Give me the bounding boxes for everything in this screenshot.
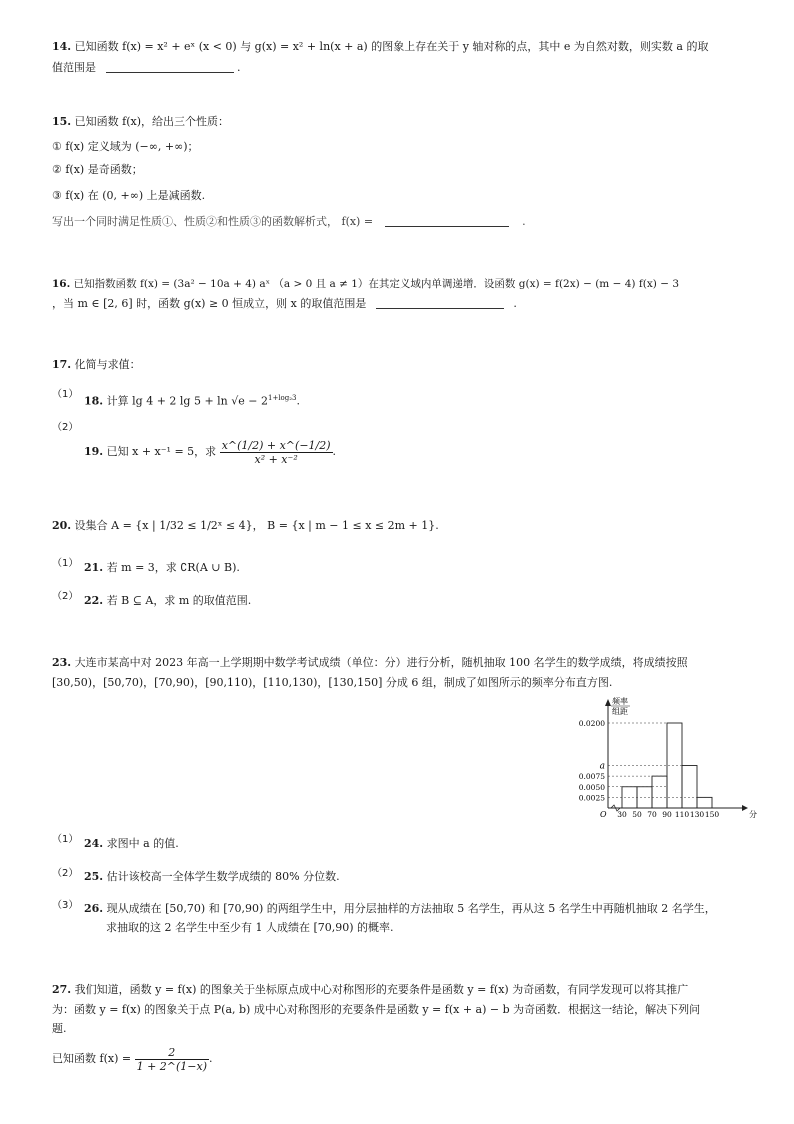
q27-line1: [52, 983, 688, 997]
q19-fraction: [220, 439, 333, 466]
y-tick-label: a: [599, 761, 605, 772]
q17-sub1-tag: （1）: [52, 389, 79, 400]
q18-text: 计算 lg 4 + 2 lg 5 + ln √e − 2: [106, 394, 268, 408]
y-axis-label-bottom: 组距: [612, 707, 628, 716]
q27-number: 27.: [52, 983, 72, 996]
q14-answer-blank[interactable]: [106, 61, 234, 73]
q22-text: 若 B ⊆ A，求 m 的取值范围.: [106, 594, 252, 607]
q23-sub3-tag: （3）: [52, 900, 79, 911]
x-tick-label: 90: [662, 810, 672, 819]
q21-number: 21.: [84, 561, 104, 574]
q23-sub2: [84, 870, 340, 884]
q19-fraction-numerator: x^(1/2) + x^(−1/2): [221, 438, 331, 452]
q20-text: 设集合 A = {x | 1/32 ≤ 1/2ˣ ≤ 4}， B = {x | m − 1 ≤ x ≤ 2m + 1}.: [74, 519, 439, 532]
q17-sub1: [84, 391, 300, 409]
q26-text: 现从成绩在 [50,70) 和 [70,90) 的两组学生中，用分层抽样的方法抽取 5 名学生，再从这 5 名学生中再随机抽取 2 名学生，: [106, 902, 716, 915]
q23-sub1: [84, 837, 179, 851]
x-tick-label: 110: [674, 810, 690, 819]
q14-text: 已知函数 f(x) = x² + eˣ (x < 0) 与 g(x) = x² + ln(x + a) 的图象上存在关于 y 轴对称的点，其中 e 为自然对数，则实数 a 的取: [74, 40, 709, 53]
histogram-bar-[70,90): [652, 776, 667, 808]
q14-number: 14.: [52, 40, 72, 53]
origin-label: O: [600, 810, 607, 819]
q18-number: 18.: [84, 394, 104, 408]
q16-text: 已知指数函数 f(x) = (3a² − 10a + 4) aˣ （a > 0 且 a ≠ 1）在其定义域内单调递增．设函数 g(x) = f(2x) − (m − 4) f(x) − 3: [73, 278, 680, 290]
q27-line3: 题.: [52, 1022, 67, 1035]
q23-number: 23.: [52, 656, 72, 669]
q15-end: .: [522, 215, 526, 228]
q23-sub1-tag: （1）: [52, 834, 79, 845]
q20-sub2-tag: （2）: [52, 591, 79, 602]
q19-text: 已知 x + x⁻¹ = 5，求: [106, 445, 217, 458]
q23-line1: [52, 656, 688, 670]
q14-text2: 值范围是: [52, 61, 96, 74]
q15-ask: [52, 215, 526, 229]
q27-end: .: [209, 1052, 213, 1065]
q17-intro-text: 化简与求值：: [74, 358, 141, 371]
q17-intro: [52, 358, 141, 372]
q27-line2: 为：函数 y = f(x) 的图象关于点 P(a, b) 成中心对称图形的充要条件是函数 y = f(x + a) − b 为奇函数．根据这一结论，解决下列问: [52, 1003, 701, 1016]
q15-answer-blank[interactable]: [385, 215, 509, 227]
q16-line1: [52, 277, 679, 291]
q19-end: .: [332, 445, 337, 458]
y-tick-label: 0.0075: [578, 772, 605, 782]
y-axis-arrow: [605, 699, 611, 706]
q25-text: 估计该校高一全体学生数学成绩的 80% 分位数.: [106, 870, 340, 883]
q24-text: 求图中 a 的值.: [106, 837, 179, 850]
q27-fraction-denominator: 1 + 2^(1−x): [136, 1059, 208, 1073]
q16-answer-blank[interactable]: [376, 297, 504, 309]
q14-line2: [52, 61, 241, 75]
x-tick-label: 50: [632, 810, 642, 819]
q16-end: .: [513, 297, 517, 310]
q17-sub2-tag: （2）: [52, 422, 79, 433]
x-tick-label: 30: [617, 810, 627, 819]
q24-number: 24.: [84, 837, 104, 850]
q18-exponent: 1+log₂3: [268, 394, 297, 402]
x-tick-label: 130: [689, 810, 705, 819]
y-tick-label: 0.0050: [578, 782, 605, 792]
q15-property-1: ① f(x) 定义域为 (−∞, +∞)；: [52, 140, 199, 153]
q15-property-3: ③ f(x) 在 (0, +∞) 上是减函数.: [52, 189, 206, 202]
q25-number: 25.: [84, 870, 104, 883]
q27-given: [52, 1042, 213, 1076]
q26-number: 26.: [84, 902, 104, 915]
q20-line: [52, 519, 439, 533]
q27-given-text: 已知函数 f(x) =: [52, 1052, 132, 1065]
q19-number: 19.: [84, 445, 104, 458]
q14-end: .: [237, 61, 241, 74]
q15-number: 15.: [52, 115, 72, 128]
q14-line1: [52, 40, 708, 54]
q23-line2: [30,50)，[50,70)，[70,90)，[90,110)，[110,130)，[130,150] 分成 6 组，制成了如图所示的频率分布直方图.: [52, 676, 613, 689]
histogram-bar-[110,130): [682, 766, 697, 809]
q16-number: 16.: [52, 278, 71, 290]
q23-text: 大连市某高中对 2023 年高一上学期期中数学考试成绩（单位：分）进行分析，随机抽取 100 名学生的数学成绩，将成绩按照: [74, 656, 688, 669]
q22-number: 22.: [84, 594, 104, 607]
q23-sub3-line1: [84, 902, 716, 916]
q19-fraction-denominator: x² + x⁻²: [254, 452, 298, 466]
x-tick-label: 150: [704, 810, 720, 819]
q15-property-2: ② f(x) 是奇函数；: [52, 163, 143, 176]
q20-sub1: [84, 561, 240, 575]
q21-text: 若 m = 3，求 ∁R(A ∪ B).: [106, 561, 240, 574]
q27-fraction: [135, 1046, 209, 1073]
q20-sub1-tag: （1）: [52, 558, 79, 569]
q15-intro: [52, 115, 229, 129]
q18-end: .: [296, 394, 301, 408]
q27-fraction-numerator: 2: [135, 1046, 209, 1060]
y-tick-label: 0.0200: [578, 719, 605, 728]
q17-number: 17.: [52, 358, 72, 371]
q23-sub2-tag: （2）: [52, 868, 79, 879]
q16-text2: ，当 m ∈ [2, 6] 时，函数 g(x) ≥ 0 恒成立，则 x 的取值范围是: [52, 297, 367, 310]
histogram-bar-[130,150]: [697, 797, 712, 808]
x-axis-arrow: [742, 805, 748, 811]
frequency-histogram: [566, 692, 756, 824]
q15-intro-text: 已知函数 f(x)，给出三个性质：: [74, 115, 229, 128]
q16-line2: [52, 297, 517, 311]
q20-sub2: [84, 594, 251, 608]
q20-number: 20.: [52, 519, 72, 532]
y-axis-label-top: 频率: [612, 697, 628, 706]
q17-sub2: [84, 432, 336, 472]
y-tick-label: 0.0025: [578, 793, 605, 803]
q27-text: 我们知道，函数 y = f(x) 的图象关于坐标原点成中心对称图形的充要条件是函数 y = f(x) 为奇函数，有同学发现可以将其推广: [74, 983, 689, 996]
x-axis-label: 分: [749, 810, 757, 819]
q15-ask-text: 写出一个同时满足性质①、性质②和性质③的函数解析式， f(x) =: [52, 215, 374, 228]
x-tick-label: 70: [647, 810, 657, 819]
q23-sub3-line2: 求抽取的这 2 名学生中至少有 1 人成绩在 [70,90) 的概率.: [106, 921, 394, 934]
histogram-plot: [579, 696, 757, 819]
